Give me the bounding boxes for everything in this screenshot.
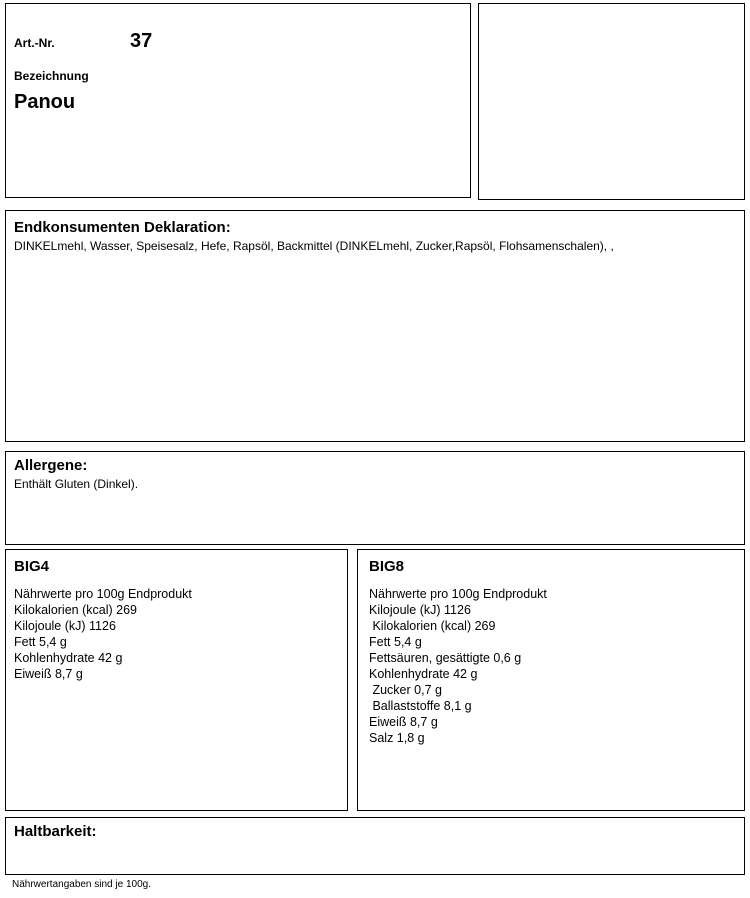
art-nr-label: Art.-Nr. bbox=[14, 36, 55, 50]
declaration-box bbox=[5, 210, 745, 442]
product-name: Panou bbox=[14, 91, 76, 113]
big8-line: Kilojoule (kJ) 1126 bbox=[369, 603, 471, 617]
big8-box bbox=[357, 549, 745, 811]
header-box bbox=[5, 3, 471, 198]
declaration-text: DINKELmehl, Wasser, Speisesalz, Hefe, Rapsöl, Backmittel (DINKELmehl, Zucker,Rapsöl, Flohsamenschalen), , bbox=[14, 239, 614, 253]
big8-title: BIG8 bbox=[369, 558, 405, 575]
big8-line: Fett 5,4 g bbox=[369, 635, 422, 649]
bezeichnung-label: Bezeichnung bbox=[14, 69, 89, 83]
footer-note: Nährwertangaben sind je 100g. bbox=[12, 879, 151, 890]
big8-line: Salz 1,8 g bbox=[369, 731, 425, 745]
big8-line: Ballaststoffe 8,1 g bbox=[369, 699, 472, 713]
shelf-life-title: Haltbarkeit: bbox=[14, 823, 97, 840]
big8-line: Fettsäuren, gesättigte 0,6 g bbox=[369, 651, 522, 665]
big4-box bbox=[5, 549, 348, 811]
art-nr-value: 37 bbox=[130, 30, 153, 52]
big4-title: BIG4 bbox=[14, 558, 50, 575]
big8-line: Nährwerte pro 100g Endprodukt bbox=[369, 587, 547, 601]
big4-line: Kohlenhydrate 42 g bbox=[14, 651, 123, 665]
shelf-life-box bbox=[5, 817, 745, 875]
allergens-text: Enthält Gluten (Dinkel). bbox=[14, 477, 139, 491]
big8-line: Zucker 0,7 g bbox=[369, 683, 442, 697]
big8-line: Eiweiß 8,7 g bbox=[369, 715, 438, 729]
allergens-title: Allergene: bbox=[14, 457, 88, 474]
big4-line: Eiweiß 8,7 g bbox=[14, 667, 83, 681]
image-box bbox=[478, 3, 745, 200]
big4-line: Nährwerte pro 100g Endprodukt bbox=[14, 587, 192, 601]
big8-line: Kilokalorien (kcal) 269 bbox=[369, 619, 496, 633]
big4-line: Kilokalorien (kcal) 269 bbox=[14, 603, 137, 617]
big8-line: Kohlenhydrate 42 g bbox=[369, 667, 478, 681]
declaration-title: Endkonsumenten Deklaration: bbox=[14, 219, 231, 236]
big4-line: Fett 5,4 g bbox=[14, 635, 67, 649]
big4-line: Kilojoule (kJ) 1126 bbox=[14, 619, 116, 633]
allergens-box bbox=[5, 451, 745, 545]
